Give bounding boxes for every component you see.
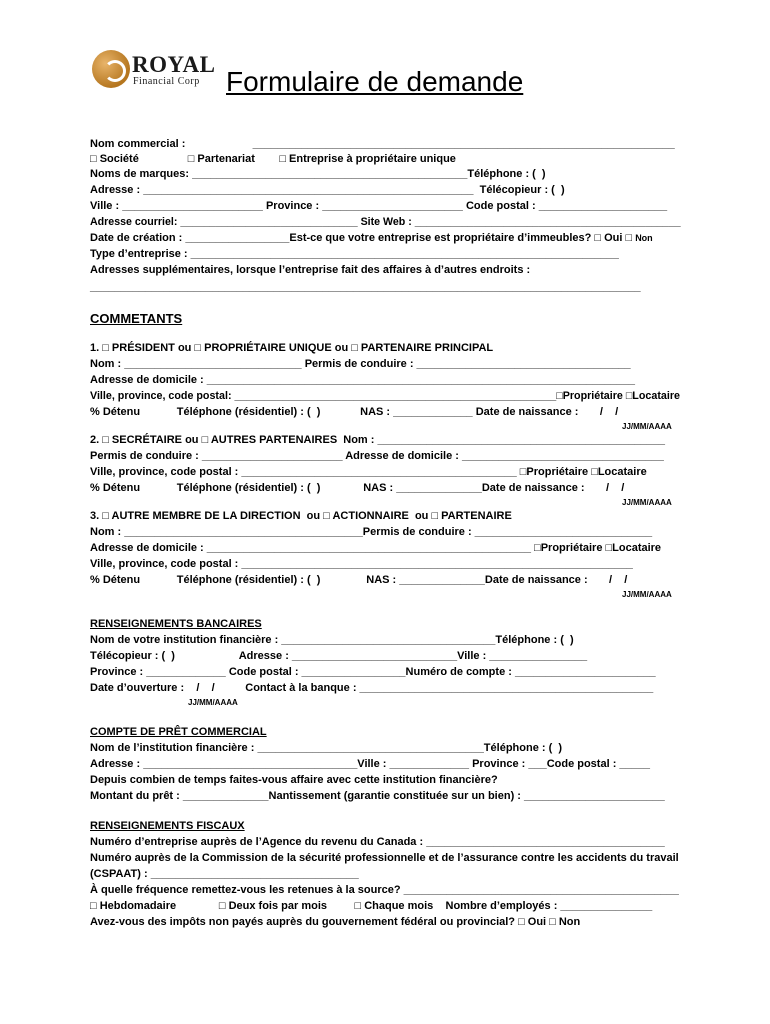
email-website-field[interactable]: Adresse courriel: ______________________________ Site Web : _____________________________________________	[90, 216, 681, 228]
bank-opening-date-contact[interactable]: Date d’ouverture : / / Contact à la banque : ________________________________________________	[90, 682, 654, 694]
principal-1-role-options[interactable]: 1. □ PRÉSIDENT ou □ PROPRIÉTAIRE UNIQUE ou □ PARTENAIRE PRINCIPAL	[90, 342, 494, 354]
principal-2-ownership-phone-sin-dob[interactable]: % Détenu Téléphone (résidentiel) : ( ) NAS : ______________Date de naissance : / /	[90, 482, 625, 494]
tax-heading: RENSEIGNEMENTS FISCAUX	[90, 820, 245, 832]
business-type-field[interactable]: Type d’entreprise : ______________________________________________________________________	[90, 248, 619, 260]
bank-province-postal-account[interactable]: Province : _____________ Code postal : _________________Numéro de compte : _______________________	[90, 666, 656, 678]
commetants-heading: COMMETANTS	[90, 311, 183, 326]
royal-financial-logo	[92, 50, 222, 94]
principal-3-address-owner-renter[interactable]: Adresse de domicile : _____________________________________________________ □Propriétaire □Locataire	[90, 542, 662, 554]
bank-name-phone[interactable]: Nom de votre institution financière : ___________________________________Téléphone : ( )	[90, 634, 574, 646]
loan-address-city-province-postal[interactable]: Adresse : ___________________________________Ville : _____________ Province : ___Code postal : _____	[90, 758, 651, 770]
city-province-postal-field[interactable]: Ville : _______________________ Province : _______________________ Code postal : _____________________	[90, 200, 668, 212]
date-format-hint: JJ/MM/AAAA	[622, 498, 672, 507]
principal-1-city-owner-renter[interactable]: Ville, province, code postal: ______________________________________________________□Propriétaire □Locataire	[90, 390, 680, 402]
bank-fax-address-city[interactable]: Télécopieur : ( ) Adresse : ___________________________Ville : ________________	[90, 650, 588, 662]
additional-addresses-line[interactable]: __________________________________________________________________________________________	[90, 281, 641, 293]
cra-business-number[interactable]: Numéro d’entreprise auprès de l’Agence du revenu du Canada : _______________________________________	[90, 836, 665, 848]
principal-2-city-owner-renter[interactable]: Ville, province, code postal : _____________________________________________ □Propriétaire □Locataire	[90, 466, 647, 478]
remittance-frequency-field[interactable]: À quelle fréquence remettez-vous les retenues à la source? _____________________________________________	[90, 884, 679, 896]
date-format-hint: JJ/MM/AAAA	[622, 422, 672, 431]
principal-1-ownership-phone-sin-dob[interactable]: % Détenu Téléphone (résidentiel) : ( ) NAS : _____________ Date de naissance : / /	[90, 406, 619, 418]
principal-3-ownership-phone-sin-dob[interactable]: % Détenu Téléphone (résidentiel) : ( ) NAS : ______________Date de naissance : / /	[90, 574, 628, 586]
unpaid-taxes-question[interactable]: Avez-vous des impôts non payés auprès du gouvernement fédéral ou provincial? □ Oui □ Non	[90, 916, 581, 928]
principal-1-name-license[interactable]: Nom : _____________________________ Permis de conduire : ___________________________________	[90, 358, 631, 370]
logo-subtitle: Financial Corp	[133, 76, 200, 87]
date-format-hint: JJ/MM/AAAA	[622, 590, 672, 599]
date-format-hint: JJ/MM/AAAA	[188, 698, 238, 707]
logo-emblem-icon	[92, 50, 130, 88]
company-name-field[interactable]: Nom commercial : _____________________________________________________________________	[90, 138, 675, 150]
page-title: Formulaire de demande	[226, 66, 524, 97]
principal-3-role-options[interactable]: 3. □ AUTRE MEMBRE DE LA DIRECTION ou □ ACTIONNAIRE ou □ PARTENAIRE	[90, 510, 512, 522]
cspaat-field[interactable]: (CSPAAT) : __________________________________	[90, 868, 359, 880]
additional-addresses-label: Adresses supplémentaires, lorsque l’entreprise fait des affaires à d’autres endroits :	[90, 264, 531, 276]
loan-relationship-duration: Depuis combien de temps faites-vous affaire avec cette institution financière?	[90, 774, 498, 786]
principal-2-role-name[interactable]: 2. □ SECRÉTAIRE ou □ AUTRES PARTENAIRES Nom : _______________________________________________	[90, 434, 666, 446]
principal-1-home-address[interactable]: Adresse de domicile : ______________________________________________________________________	[90, 374, 635, 386]
loan-institution-phone[interactable]: Nom de l’institution financière : _____________________________________Téléphone : ( )	[90, 742, 563, 754]
wsib-number-label: Numéro auprès de la Commission de la sécurité professionnelle et de l’assurance contre les accidents du travail	[90, 852, 679, 864]
address-fax-field[interactable]: Adresse : ______________________________________________________ Télécopieur : ( )	[90, 184, 565, 196]
brand-names-phone-field[interactable]: Noms de marques: _____________________________________________Téléphone : ( )	[90, 168, 546, 180]
frequency-options-employees[interactable]: □ Hebdomadaire □ Deux fois par mois □ Chaque mois Nombre d’employés : _______________	[90, 900, 653, 912]
creation-date-property-field[interactable]	[90, 232, 653, 245]
creation-date-text: Date de création : _________________Est-ce que votre entreprise est propriétaire d’immeubles? □ Oui □	[90, 232, 636, 244]
logo-name: ROYAL	[132, 52, 216, 77]
loan-heading: COMPTE DE PRÊT COMMERCIAL	[90, 726, 267, 738]
banking-heading: RENSEIGNEMENTS BANCAIRES	[90, 618, 262, 630]
non-option[interactable]: Non	[635, 233, 653, 243]
loan-amount-collateral[interactable]: Montant du prêt : ______________Nantissement (garantie constituée sur un bien) : _______________________	[90, 790, 665, 802]
company-type-options[interactable]: □ Société □ Partenariat □ Entreprise à propriétaire unique	[90, 153, 456, 165]
principal-3-city-field[interactable]: Ville, province, code postal : ________________________________________________________________	[90, 558, 633, 570]
principal-3-name-license[interactable]: Nom : _______________________________________Permis de conduire : _____________________________	[90, 526, 653, 538]
principal-2-license-address[interactable]: Permis de conduire : _______________________ Adresse de domicile : _________________________________	[90, 450, 664, 462]
